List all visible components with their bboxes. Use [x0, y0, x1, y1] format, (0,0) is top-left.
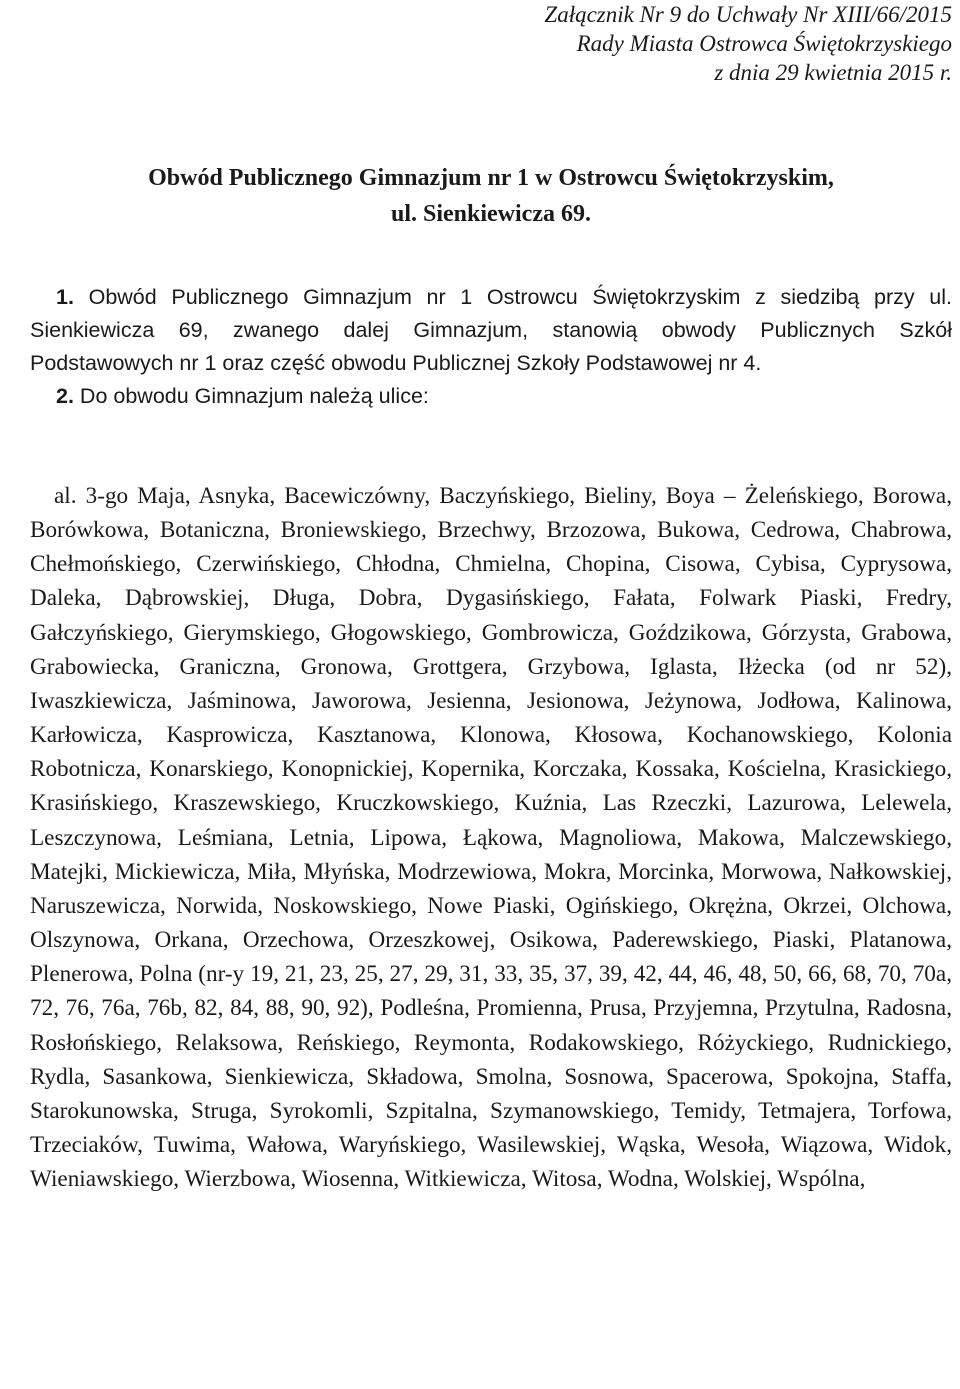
- section-1-paragraph: [30, 281, 952, 380]
- section-2-number: 2.: [56, 384, 74, 408]
- document-body: [30, 281, 952, 413]
- document-title: [30, 160, 952, 232]
- header-line-date: z dnia 29 kwietnia 2015 r.: [714, 60, 952, 85]
- section-2-text: Do obwodu Gimnazjum należą ulice:: [79, 384, 429, 408]
- street-list: al. 3-go Maja, Asnyka, Bacewiczówny, Baczyńskiego, Bieliny, Boya – Żeleńskiego, Borowa, Borówkowa, Botaniczna, Broniewskiego, Brzechwy, Brzozowa, Bukowa, Cedrowa, Chabrowa, Chełmońskiego, Czerwińskiego, Chłodna, Chmielna, Chopina, Cisowa, Cybisa, Cyprysowa, Daleka, Dąbrowskiej, Długa, Dobra, Dygasińskiego, Fałata, Folwark Piaski, Fredry, Gałczyńskiego, Gierymskiego, Głogowskiego, Gombrowicza, Goździkowa, Górzysta, Grabowa, Grabowiecka, Graniczna, Gronowa, Grottgera, Grzybowa, Iglasta, Iłżecka (od nr 52), Iwaszkiewicza, Jaśminowa, Jaworowa, Jesienna, Jesionowa, Jeżynowa, Jodłowa, Kalinowa, Karłowicza, Kasprowicza, Kasztanowa, Klonowa, Kłosowa, Kochanowskiego, Kolonia Robotnicza, Konarskiego, Konopnickiej, Kopernika, Korczaka, Kossaka, Kościelna, Krasickiego, Krasińskiego, Kraszewskiego, Kruczkowskiego, Kuźnia, Las Rzeczki, Lazurowa, Lelewela, Leszczynowa, Leśmiana, Letnia, Lipowa, Łąkowa, Magnoliowa, Makowa, Malczewskiego, Matejki, Mickiewicza, Miła, Młyńska, Modrzewiowa, Mokra, Morcinka, Morwowa, Nałkowskiej, Naruszewicza, Norwida, Noskowskiego, Nowe Piaski, Ogińskiego, Okrężna, Okrzei, Olchowa, Olszynowa, Orkana, Orzechowa, Orzeszkowej, Osikowa, Paderewskiego, Piaski, Platanowa, Plenerowa, Polna (nr-y 19, 21, 23, 25, 27, 29, 31, 33, 35, 37, 39, 42, 44, 46, 48, 50, 66, 68, 70, 70a, 72, 76, 76a, 76b, 82, 84, 88, 90, 92), Podleśna, Promienna, Prusa, Przyjemna, Przytulna, Radosna, Rosłońskiego, Relaksowa, Reńskiego, Reymonta, Rodakowskiego, Różyckiego, Rudnickiego, Rydla, Sasankowa, Sienkiewicza, Składowa, Smolna, Sosnowa, Spacerowa, Spokojna, Staffa, Starokunowska, Struga, Syrokomli, Szpitalna, Szymanowskiego, Temidy, Tetmajera, Torfowa, Trzeciaków, Tuwima, Wałowa, Waryńskiego, Wasilewskiej, Wąska, Wesoła, Wiązowa, Widok, Wieniawskiego, Wierzbowa, Wiosenna, Witkiewicza, Witosa, Wodna, Wolskiej, Wspólna,: [30, 483, 952, 1193]
- title-line-1: Obwód Publicznego Gimnazjum nr 1 w Ostrowcu Świętokrzyskim,: [148, 165, 834, 191]
- section-2-paragraph: [30, 380, 952, 413]
- section-1-text: Obwód Publicznego Gimnazjum nr 1 Ostrowcu Świętokrzyskim z siedzibą przy ul. Sienkiewicza 69, zwanego dalej Gimnazjum, stanowią obwody Publicznych Szkół Podstawowych nr 1 oraz część obwodu Publicznej Szkoły Podstawowej nr 4.: [30, 285, 952, 375]
- header-line-resolution: Załącznik Nr 9 do Uchwały Nr XIII/66/2015: [544, 2, 952, 27]
- section-1-number: 1.: [56, 285, 74, 309]
- header-line-council: Rady Miasta Ostrowca Świętokrzyskiego: [576, 31, 952, 56]
- attachment-header: [544, 0, 952, 87]
- title-line-2: ul. Sienkiewicza 69.: [390, 201, 591, 227]
